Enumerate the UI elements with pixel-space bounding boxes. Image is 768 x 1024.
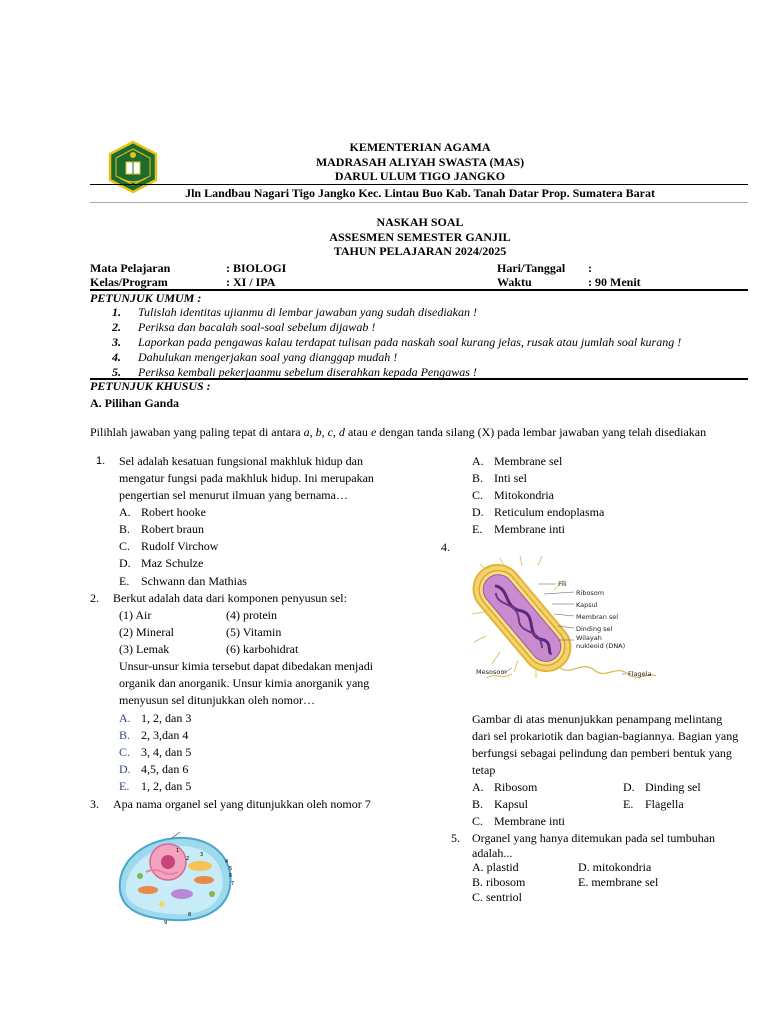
header-divider <box>90 184 748 185</box>
q4-option-b[interactable]: B. Kapsul <box>472 797 528 811</box>
instruction-text: Pilihlah jawaban yang paling tepat di antara a, b, c, d atau e dengan tanda silang (X) pada lembar jawaban yang telah disediakan <box>90 425 707 439</box>
q2-line: menyusun sel ditunjukkan oleh nomor… <box>119 693 315 707</box>
q4-line: berfungsi sebagai pelindung dan pemberi bentuk yang <box>472 746 732 760</box>
q3-option-c[interactable]: C. Mitokondria <box>472 488 554 502</box>
time-value: : 90 Menit <box>588 275 641 289</box>
cell-label-3: 3 <box>200 852 204 858</box>
time-label: Waktu <box>497 275 532 289</box>
general-item: 2. Periksa dan bacalah soal-soal sebelum dijawab ! <box>112 320 376 334</box>
general-heading: PETUNJUK UMUM : <box>90 291 202 305</box>
q2-line: Unsur-unsur kimia tersebut dapat dibedakan menjadi <box>119 659 374 673</box>
cell-label-2: 2 <box>186 856 190 862</box>
q2-list-item: (5) Vitamin <box>226 625 282 639</box>
q4-option-e[interactable]: E. Flagella <box>623 797 684 811</box>
q2-option-c[interactable]: C. 3, 4, dan 5 <box>119 745 192 759</box>
q4-option-c[interactable]: C. Membrane inti <box>472 814 565 828</box>
title-assesmen: ASSESMEN SEMESTER GANJIL <box>329 230 511 244</box>
q2-option-e[interactable]: E. 1, 2, dan 5 <box>119 779 192 793</box>
fig-label-flagela: Flagela <box>628 670 652 678</box>
general-item: 3. Laporkan pada pengawas kalau terdapat tulisan pada naskah soal kurang jelas, rusak atau jumlah soal kurang ! <box>112 335 682 349</box>
header-ministry: KEMENTERIAN AGAMA <box>349 140 491 154</box>
q4-option-a[interactable]: A. Ribosom <box>472 780 538 794</box>
q1-option-c[interactable]: C. Rudolf Virchow <box>119 539 219 553</box>
q4-number: 4. <box>441 540 450 554</box>
q5-option-d[interactable]: D. mitokondria <box>578 860 652 874</box>
q4-line: tetap <box>472 763 496 777</box>
q1-option-b[interactable]: B. Robert braun <box>119 522 204 536</box>
subject-label: Mata Pelajaran <box>90 261 171 275</box>
q4-line: dari sel prokariotik dan bagian-bagiannya. Bagian yang <box>472 729 739 743</box>
q1-line: mengatur fungsi pada makhluk hidup. Ini merupakan <box>119 471 374 485</box>
q1-option-a[interactable]: A. Robert hooke <box>119 505 206 519</box>
q1-line: pengertian sel menurut ilmuan yang bernama… <box>119 488 348 502</box>
q3-option-e[interactable]: E. Membrane inti <box>472 522 565 536</box>
q1-option-e[interactable]: E. Schwann dan Mathias <box>119 574 247 588</box>
class-label: Kelas/Program <box>90 275 168 289</box>
q3-number: 3. <box>90 797 99 811</box>
date-value: : <box>588 261 592 275</box>
q1-option-d[interactable]: D. Maz Schulze <box>119 556 204 570</box>
cell-label-6: 6 <box>229 873 233 879</box>
q3-stem: Apa nama organel sel yang ditunjukkan oleh nomor 7 <box>113 797 371 811</box>
fig-label-nukleoid: nukleoid (DNA) <box>576 642 626 650</box>
section-heading: A. Pilihan Ganda <box>90 396 180 410</box>
title-year: TAHUN PELAJARAN 2024/2025 <box>333 244 507 258</box>
header-school-type: MADRASAH ALIYAH SWASTA (MAS) <box>315 155 525 169</box>
q5-option-a[interactable]: A. plastid <box>472 860 519 874</box>
q2-stem: Berkut adalah data dari komponen penyusun sel: <box>113 591 347 605</box>
q5-option-b[interactable]: B. ribosom <box>472 875 526 889</box>
q2-line: organik dan anorganik. Unsur kimia anorganik yang <box>119 676 370 690</box>
fig-label-kapsul: Kapsul <box>576 601 598 609</box>
q2-option-a[interactable]: A. 1, 2, dan 3 <box>119 711 192 725</box>
q5-line: adalah... <box>472 846 513 860</box>
q5-option-c[interactable]: C. sentriol <box>472 890 522 904</box>
general-item: 1. Tulislah identitas ujianmu di lembar jawaban yang sudah disediakan ! <box>112 305 477 319</box>
q2-option-d[interactable]: D. 4,5, dan 6 <box>119 762 189 776</box>
q4-option-d[interactable]: D. Dinding sel <box>623 780 701 794</box>
q1-number: 1. <box>96 455 106 467</box>
q2-list-item: (3) Lemak <box>119 642 170 656</box>
animal-cell-figure <box>112 828 242 928</box>
fig-label-fili: Fili <box>558 580 567 588</box>
fig-label-wilayah: Wilayah <box>576 634 602 642</box>
q1-line: Sel adalah kesatuan fungsional makhluk hidup dan <box>119 454 363 468</box>
q2-list-item: (4) protein <box>226 608 277 622</box>
general-item: 5. Periksa kembali pekerjaanmu sebelum diserahkan kepada Pengawas ! <box>112 365 477 379</box>
cell-label-5: 5 <box>229 866 233 872</box>
prokaryote-cell-figure <box>472 556 672 706</box>
title-naskah: NASKAH SOAL <box>376 215 464 229</box>
date-label: Hari/Tanggal <box>497 261 566 275</box>
q2-list-item: (6) karbohidrat <box>226 642 299 656</box>
fig-label-dinding: Dinding sel <box>576 625 613 633</box>
q2-number: 2. <box>90 591 99 605</box>
q5-line: Organel yang hanya ditemukan pada sel tumbuhan <box>472 831 716 845</box>
special-heading: PETUNJUK KHUSUS : <box>90 379 211 393</box>
header-address: Jln Landbau Nagari Tigo Jangko Kec. Lintau Buo Kab. Tanah Datar Prop. Sumatera Barat <box>185 186 655 200</box>
q4-line: Gambar di atas menunjukkan penampang melintang <box>472 712 723 726</box>
q5-number: 5. <box>451 831 460 845</box>
q3-option-d[interactable]: D. Reticulum endoplasma <box>472 505 605 519</box>
class-value: : XI / IPA <box>226 275 276 289</box>
cell-label-8: 8 <box>188 912 192 918</box>
address-divider <box>90 202 748 203</box>
subject-value: : BIOLOGI <box>226 261 287 275</box>
q3-option-a[interactable]: A. Membrane sel <box>472 454 563 468</box>
fig-label-membran: Membran sel <box>576 613 619 621</box>
q5-option-e[interactable]: E. membrane sel <box>578 875 659 889</box>
cell-label-9: 9 <box>164 920 168 926</box>
q2-list-item: (2) Mineral <box>119 625 174 639</box>
fig-label-ribosom: Ribosom <box>576 589 605 597</box>
q3-option-b[interactable]: B. Inti sel <box>472 471 527 485</box>
q2-list-item: (1) Air <box>119 608 152 622</box>
cell-label-4: 4 <box>225 859 229 865</box>
q2-option-b[interactable]: B. 2, 3,dan 4 <box>119 728 189 742</box>
header-school-name: DARUL ULUM TIGO JANGKO <box>334 169 506 183</box>
cell-label-1: 1 <box>176 848 180 854</box>
general-item: 4. Dahulukan mengerjakan soal yang dianggap mudah ! <box>112 350 398 364</box>
fig-label-mesosom: Mesosom <box>476 668 507 676</box>
cell-label-7: 7 <box>231 881 235 887</box>
